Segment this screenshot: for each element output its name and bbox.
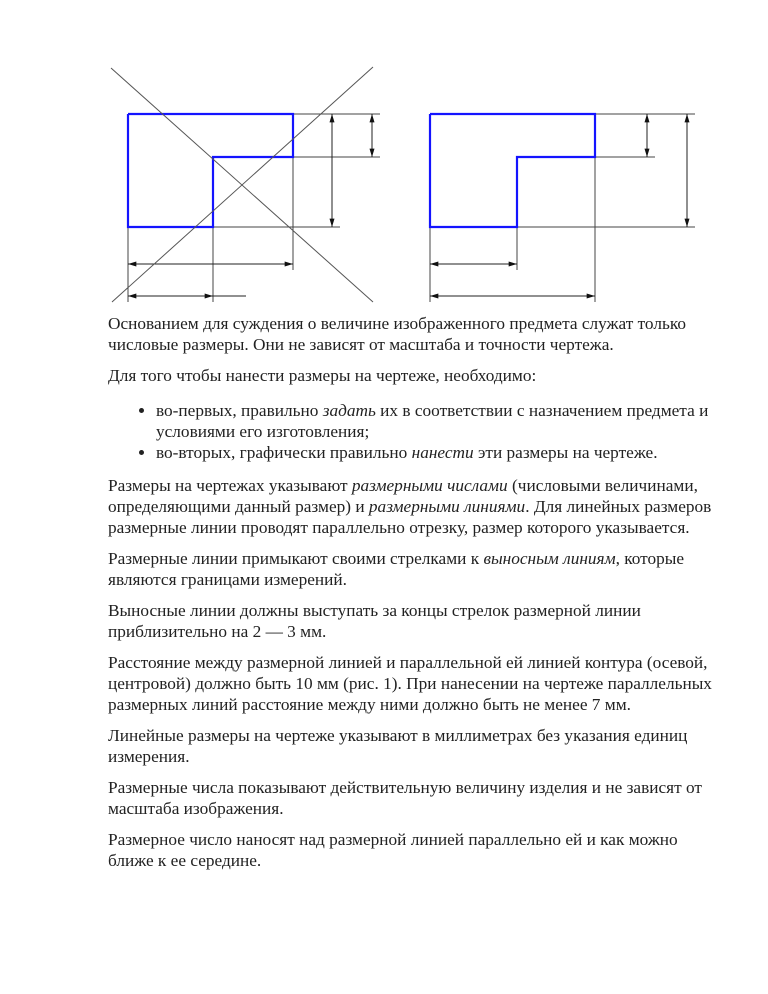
part-outline xyxy=(430,114,595,227)
list-item: • во-первых, правильно задать их в соответствии с назначением предмета и условиями его изготовления; xyxy=(156,400,718,442)
requirements-list xyxy=(108,400,718,463)
cross-out-mark xyxy=(111,67,373,302)
list-item: • во-вторых, графически правильно нанести эти размеры на чертеже. xyxy=(156,442,718,463)
emphasis: размерными числами xyxy=(351,476,508,495)
paragraph-units: Линейные размеры на чертеже указывают в миллиметрах без указания единиц измерения. xyxy=(108,726,688,766)
right-drawing-correct xyxy=(430,114,695,302)
paragraph-overhang: Выносные линии должны выступать за концы стрелок размерной линии приблизительно на 2 — 3 мм. xyxy=(108,601,641,641)
dimensioning-figure xyxy=(0,0,768,310)
paragraph-intro-list: Для того чтобы нанести размеры на чертеже, необходимо: xyxy=(108,366,537,385)
document-body xyxy=(108,313,718,881)
emphasis: выносным линиям xyxy=(483,549,616,568)
paragraph-placement: Размерное число наносят над размерной линией параллельно ей и как можно ближе к ее середине. xyxy=(108,830,678,870)
paragraph-dimension-numbers: Размеры на чертежах указывают размерными числами (числовыми величинами, определяющими данный размер) и размерными линиями. Для линейных размеров размерные линии проводят параллельно отрезку, размер которого указывается. xyxy=(108,476,712,537)
paragraph-basis: Основанием для суждения о величине изображенного предмета служат только числовые размеры. Они не зависят от масштаба и точности чертежа. xyxy=(108,314,686,354)
paragraph-spacing: Расстояние между размерной линией и параллельной ей линией контура (осевой, центровой) должно быть 10 мм (рис. 1). При нанесении на чертеже параллельных размерных линий расстояние между ними должно быть не менее 7 мм. xyxy=(108,653,712,714)
part-outline xyxy=(128,114,293,227)
left-drawing-incorrect xyxy=(111,67,380,302)
paragraph-extension-lines: Размерные линии примыкают своими стрелками к выносным линиям, которые являются границами измерений. xyxy=(108,549,685,589)
emphasis: задать xyxy=(322,401,376,420)
paragraph-actual-size: Размерные числа показывают действительную величину изделия и не зависят от масштаба изображения. xyxy=(108,778,702,818)
emphasis: нанести xyxy=(411,443,474,462)
emphasis: размерными линиями xyxy=(368,497,526,516)
